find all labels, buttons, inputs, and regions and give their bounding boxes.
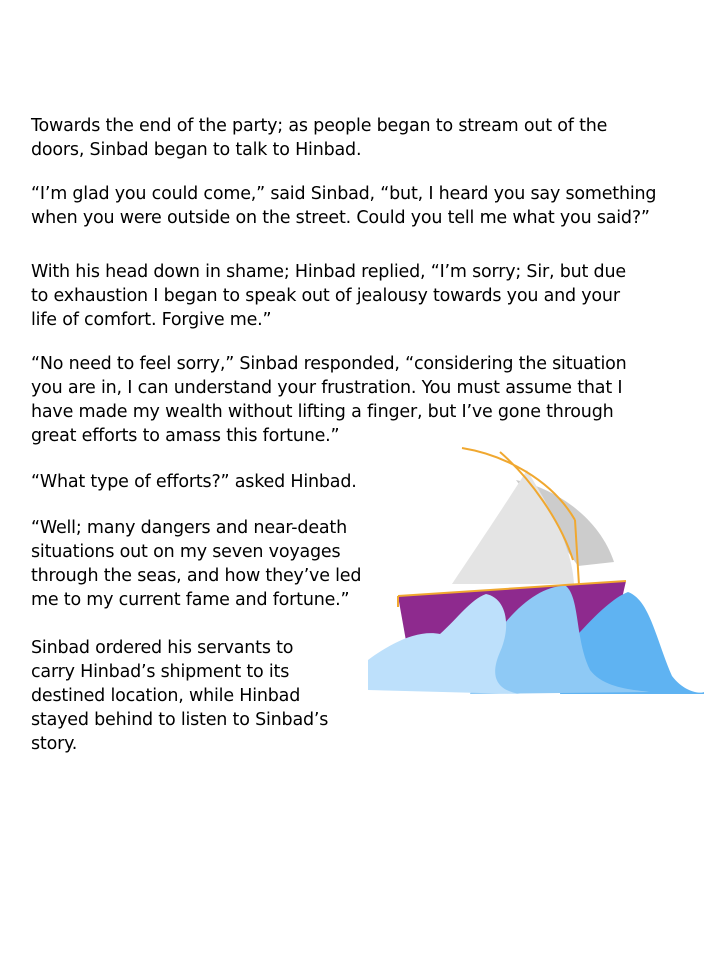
text-line: carry Hinbad’s shipment to its	[31, 662, 290, 682]
text-line: With his head down in shame; Hinbad replied, “I’m sorry; Sir, but due	[31, 262, 626, 282]
text-line: “I’m glad you could come,” said Sinbad, “but, I heard you say something	[31, 184, 657, 204]
text-line: Towards the end of the party; as people began to stream out of the	[31, 116, 608, 136]
text-line: story.	[31, 734, 78, 754]
text-line: great efforts to amass this fortune.”	[31, 426, 340, 446]
text-line: destined location, while Hinbad	[31, 686, 301, 706]
text-line: “Well; many dangers and near-death	[31, 518, 347, 538]
text-line: life of comfort. Forgive me.”	[31, 310, 272, 330]
text-line: doors, Sinbad began to talk to Hinbad.	[31, 140, 362, 160]
text-line: you are in, I can understand your frustration. You must assume that I	[31, 378, 623, 398]
text-line: when you were outside on the street. Could you tell me what you said?”	[31, 208, 650, 228]
text-line: to exhaustion I began to speak out of jealousy towards you and your	[31, 286, 620, 306]
text-line: have made my wealth without lifting a finger, but I’ve gone through	[31, 402, 614, 422]
text-line: “What type of efforts?” asked Hinbad.	[31, 472, 357, 492]
text-line: situations out on my seven voyages	[31, 542, 341, 562]
text-line: Sinbad ordered his servants to	[31, 638, 294, 658]
text-line: me to my current fame and fortune.”	[31, 590, 350, 610]
text-line: stayed behind to listen to Sinbad’s	[31, 710, 329, 730]
text-line: “No need to feel sorry,” Sinbad responded, “considering the situation	[31, 354, 627, 374]
main-sail	[452, 470, 574, 584]
text-line: through the seas, and how they’ve led	[31, 566, 362, 586]
